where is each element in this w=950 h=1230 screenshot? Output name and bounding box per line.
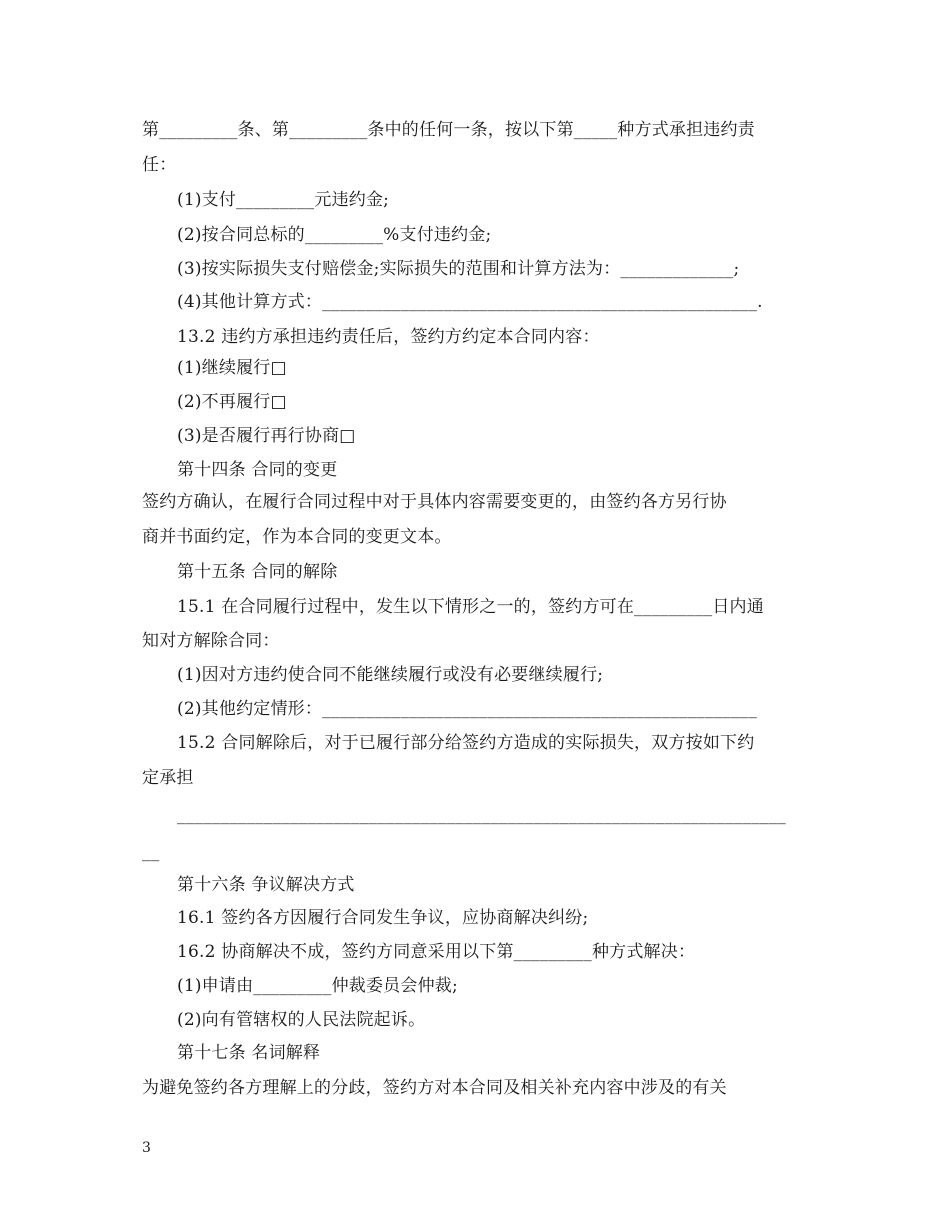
text-line: (3)是否履行再行协商□ (177, 426, 356, 446)
text-line: 商并书面约定，作为本合同的变更文本。 (142, 527, 452, 547)
text-line: (1)支付_________元违约金; (177, 190, 390, 210)
text-line: 16.1 签约各方因履行合同发生争议，应协商解决纠纷; (177, 908, 589, 928)
text-line: 第十六条 争议解决方式 (177, 875, 355, 895)
text-line: (2)向有管辖权的人民法院起诉。 (177, 1010, 426, 1030)
text-line: (4)其他计算方式：__________________________________________________. (177, 292, 763, 312)
text-line: 定承担 (142, 768, 194, 788)
text-line: 第十七条 名词解释 (177, 1043, 321, 1063)
text-line: (3)按实际损失支付赔偿金;实际损失的范围和计算方法为：_____________; (177, 259, 740, 279)
text-line: (1)申请由_________仲裁委员会仲裁; (177, 976, 458, 996)
text-line: (2)按合同总标的_________%支付违约金; (177, 225, 492, 245)
text-line: 任： (142, 155, 177, 175)
text-line: __ (142, 842, 160, 862)
text-line: 签约方确认，在履行合同过程中对于具体内容需要变更的，由签约各方另行协 (142, 492, 727, 512)
page-number: 3 (142, 1140, 151, 1156)
text-line: 第_________条、第_________条中的任何一条，按以下第_____种方式承担违约责 (142, 120, 755, 140)
text-line: 16.2 协商解决不成，签约方同意采用以下第_________种方式解决： (177, 942, 696, 962)
text-line: (2)不再履行□ (177, 392, 287, 412)
text-line: (1)因对方违约使合同不能继续履行或没有必要继续履行; (177, 665, 604, 685)
text-line: 15.1 在合同履行过程中，发生以下情形之一的，签约方可在_________日内通 (177, 597, 764, 617)
text-line: (1)继续履行□ (177, 358, 287, 378)
text-line: (2)其他约定情形：__________________________________________________ (177, 699, 758, 719)
text-line: 13.2 违约方承担违约责任后，签约方约定本合同内容： (177, 327, 600, 347)
text-line: 第十五条 合同的解除 (177, 562, 338, 582)
text-line: ______________________________________________________________________ (177, 805, 786, 825)
text-line: 第十四条 合同的变更 (177, 460, 338, 480)
text-line: 知对方解除合同： (142, 631, 280, 651)
text-line: 为避免签约各方理解上的分歧，签约方对本合同及相关补充内容中涉及的有关 (142, 1078, 727, 1098)
text-line: 15.2 合同解除后，对于已履行部分给签约方造成的实际损失，双方按如下约 (177, 733, 755, 753)
